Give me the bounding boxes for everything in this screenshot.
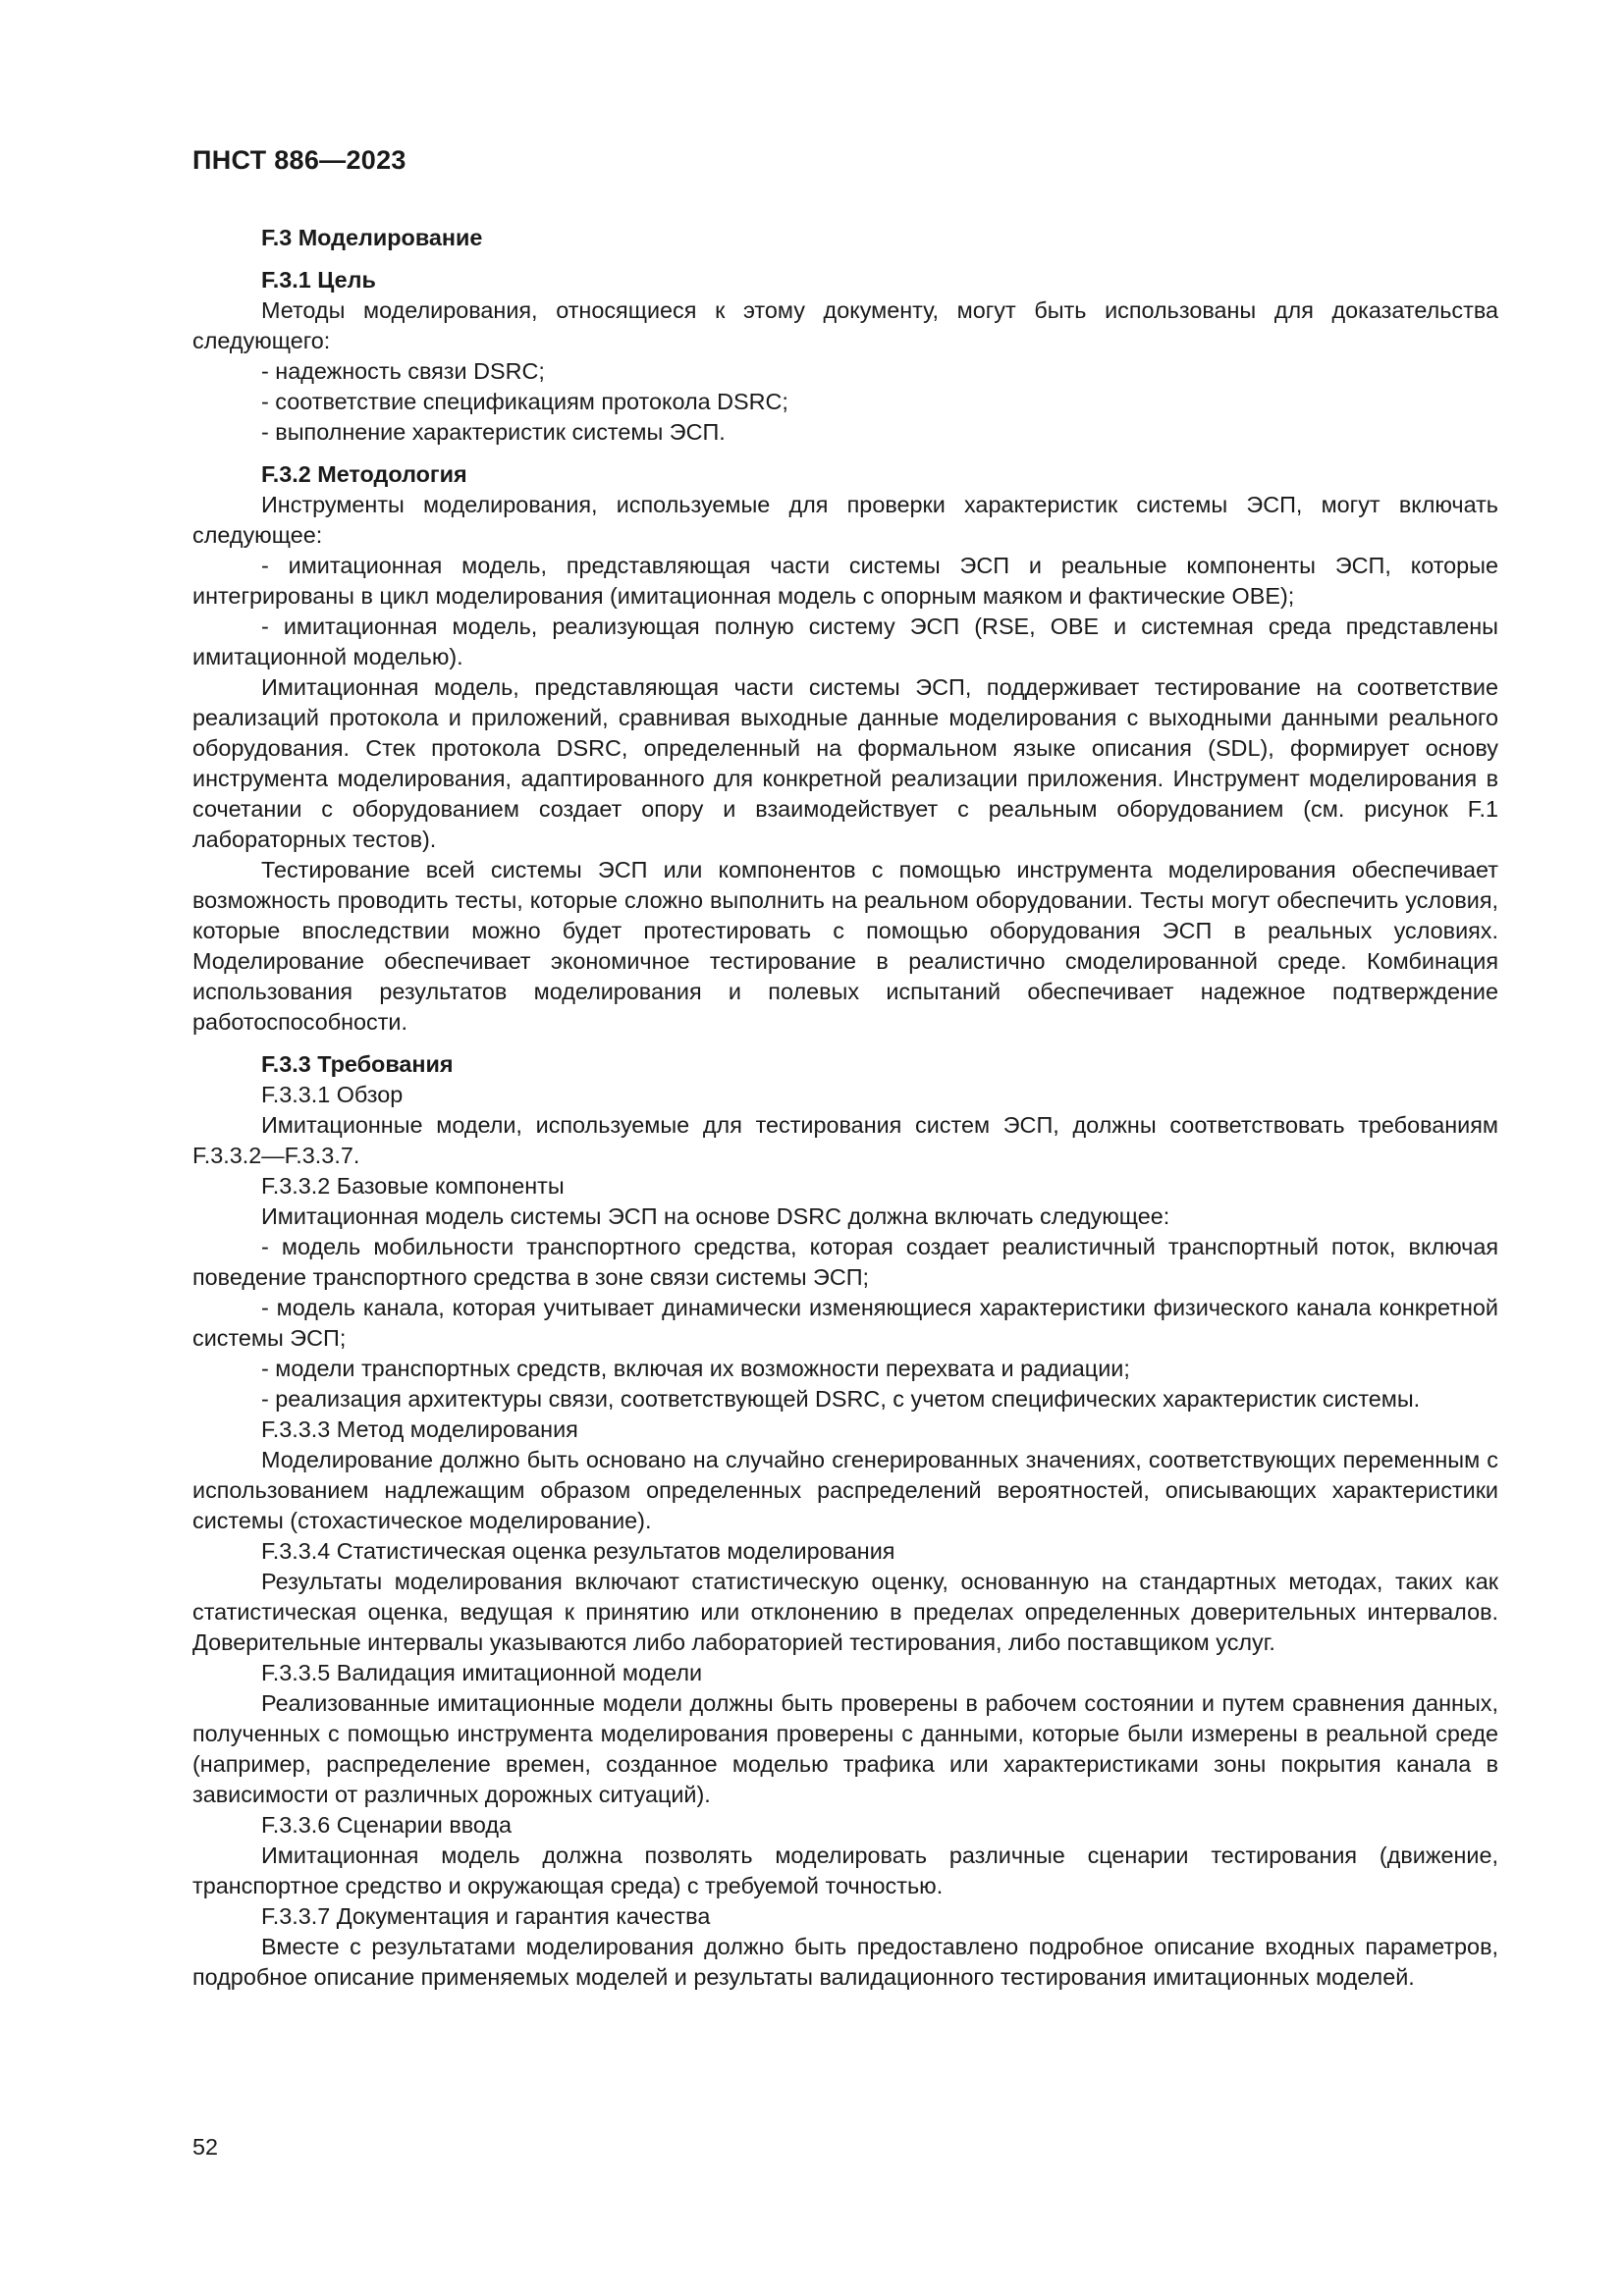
goal-item: - надежность связи DSRC; bbox=[261, 358, 545, 384]
documentation-text: Вместе с результатами моделирования должно быть предоставлено подробное описание входных параметров, подробное описание применяемых моделей и результаты валидационного тестирования имитационных моделей. bbox=[192, 1934, 1498, 1990]
methodology-item: - имитационная модель, реализующая полную систему ЭСП (RSE, OBE и системная среда представлены имитационной моделью). bbox=[192, 614, 1498, 669]
methodology-paragraph: Имитационная модель, представляющая части системы ЭСП, поддерживает тестирование на соответствие реализаций протокола и приложений, сравнивая выходные данные моделирования с выходными данными реального оборудования. Стек протокола DSRC, определенный на формальном языке описания (SDL), формирует основу инструмента моделирования, адаптированного для конкретной реализации приложения. Инструмент моделирования в сочетании с оборудованием создает опору и взаимодействует с реальным оборудованием (см. рисунок F.1 лабораторных тестов). bbox=[192, 674, 1498, 852]
scenarios-text: Имитационная модель должна позволять моделировать различные сценарии тестирования (движение, транспортное средство и окружающая среда) с требуемой точностью. bbox=[192, 1842, 1498, 1898]
standard-header: ПНСТ 886—2023 bbox=[192, 145, 406, 175]
base-component-item: - реализация архитектуры связи, соответствующей DSRC, с учетом специфических характеристик системы. bbox=[261, 1386, 1421, 1412]
methodology-paragraph: Тестирование всей системы ЭСП или компонентов с помощью инструмента моделирования обеспечивает возможность проводить тесты, которые сложно выполнить на реальном оборудовании. Тесты могут обеспечить условия, которые впоследствии можно будет протестировать с помощью оборудования ЭСП в реальных условиях. Моделирование обеспечивает экономичное тестирование в реалистично смоделированной среде. Комбинация использования результатов моделирования и полевых испытаний обеспечивает надежное подтверждение работоспособности. bbox=[192, 857, 1498, 1035]
subsection-methodology-title: F.3.2 Методология bbox=[261, 461, 467, 487]
overview-text: Имитационные модели, используемые для тестирования систем ЭСП, должны соответствовать требованиям F.3.3.2—F.3.3.7. bbox=[192, 1112, 1498, 1168]
page-content bbox=[192, 223, 1498, 1993]
methodology-intro: Инструменты моделирования, используемые для проверки характеристик системы ЭСП, могут включать следующее: bbox=[192, 492, 1498, 548]
goal-item: - выполнение характеристик системы ЭСП. bbox=[261, 419, 726, 445]
base-component-item: - модель мобильности транспортного средства, которая создает реалистичный транспортный поток, включая поведение транспортного средства в зоне связи системы ЭСП; bbox=[192, 1234, 1498, 1290]
goal-item: - соответствие спецификациям протокола DSRC; bbox=[261, 389, 788, 414]
base-components-intro: Имитационная модель системы ЭСП на основе DSRC должна включать следующее: bbox=[261, 1203, 1170, 1229]
section-title: F.3 Моделирование bbox=[261, 225, 483, 250]
validation-text: Реализованные имитационные модели должны быть проверены в рабочем состоянии и путем сравнения данных, полученных с помощью инструмента моделирования проверены с данными, которые были измерены в реальной среде (например, распределение времен, созданное моделью трафика или характеристиками зоны покрытия канала в зависимости от различных дорожных ситуаций). bbox=[192, 1690, 1498, 1807]
statistics-title: F.3.3.4 Статистическая оценка результатов моделирования bbox=[261, 1538, 895, 1564]
statistics-text: Результаты моделирования включают статистическую оценку, основанную на стандартных методах, таких как статистическая оценка, ведущая к принятию или отклонению в пределах определенных доверительных интервалов. Доверительные интервалы указываются либо лабораторией тестирования, либо поставщиком услуг. bbox=[192, 1569, 1498, 1655]
base-component-item: - модели транспортных средств, включая их возможности перехвата и радиации; bbox=[261, 1356, 1130, 1381]
method-title: F.3.3.3 Метод моделирования bbox=[261, 1416, 578, 1442]
scenarios-title: F.3.3.6 Сценарии ввода bbox=[261, 1812, 513, 1838]
subsection-requirements-title: F.3.3 Требования bbox=[261, 1051, 454, 1077]
base-components-title: F.3.3.2 Базовые компоненты bbox=[261, 1173, 565, 1199]
subsection-goal-title: F.3.1 Цель bbox=[261, 267, 376, 293]
method-text: Моделирование должно быть основано на случайно сгенерированных значениях, соответствующих переменным с использованием надлежащим образом определенных распределений вероятностей, описывающих характеристики системы (стохастическое моделирование). bbox=[192, 1447, 1498, 1533]
validation-title: F.3.3.5 Валидация имитационной модели bbox=[261, 1660, 703, 1685]
documentation-title: F.3.3.7 Документация и гарантия качества bbox=[261, 1903, 711, 1929]
base-component-item: - модель канала, которая учитывает динамически изменяющиеся характеристики физического канала конкретной системы ЭСП; bbox=[192, 1295, 1498, 1351]
goal-intro: Методы моделирования, относящиеся к этому документу, могут быть использованы для доказательства следующего: bbox=[192, 297, 1498, 353]
methodology-item: - имитационная модель, представляющая части системы ЭСП и реальные компоненты ЭСП, которые интегрированы в цикл моделирования (имитационная модель с опорным маяком и фактические OBE); bbox=[192, 553, 1498, 609]
page-number: 52 bbox=[192, 2134, 219, 2160]
overview-title: F.3.3.1 Обзор bbox=[261, 1082, 404, 1107]
